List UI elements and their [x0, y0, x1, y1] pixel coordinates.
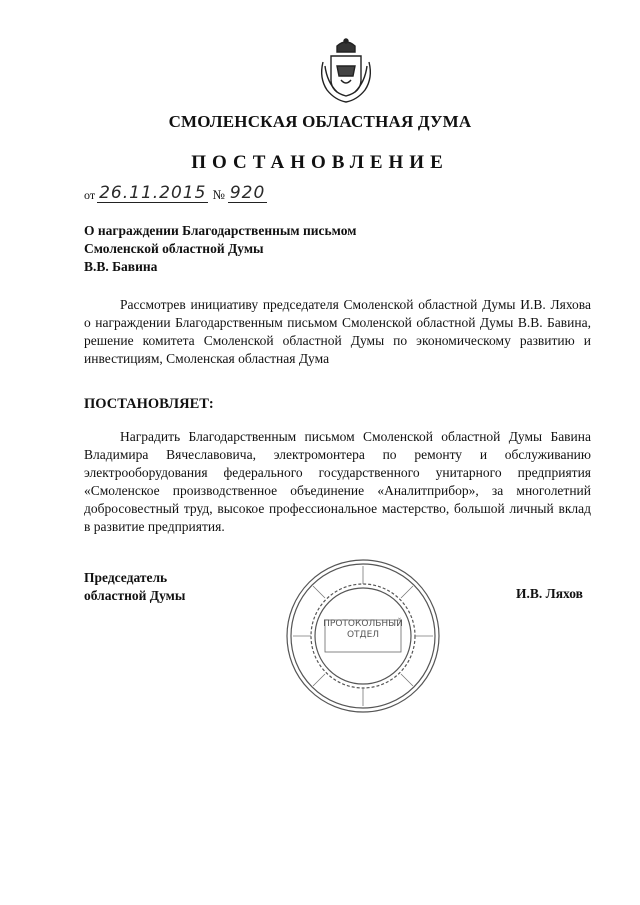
signatory-name: И.В. Ляхов — [516, 586, 583, 601]
decision-paragraph: Наградить Благодарственным письмом Смоленской областной Думы Бавина Владимира Вячеславовича, электромонтера по ремонту и обслуживанию электрооборудования федерального государственного унитарного предприятия «Смоленское производственное объединение «Аналитприбор», за многолетний добросовестный труд, высокое профессиональное мастерство, большой личный вклад в развитие предприятия. — [84, 429, 591, 534]
seal-line: ОТДЕЛ — [346, 630, 380, 640]
document-date: 26.11.2015 — [99, 183, 207, 203]
decree-heading: ПОСТАНОВЛЯЕТ: — [84, 396, 214, 412]
signatory-title — [84, 569, 185, 605]
title-line: Смоленской областной Думы — [84, 241, 264, 256]
date-prefix: от — [84, 188, 96, 202]
seal-inner-text — [283, 619, 443, 641]
signatory-title-line: Председатель — [84, 570, 168, 585]
document-type: ПОСТАНОВЛЕНИЕ — [191, 152, 449, 173]
coat-of-arms-icon — [315, 36, 377, 106]
document-number: 920 — [229, 183, 266, 203]
preamble-paragraph: Рассмотрев инициативу председателя Смоленской областной Думы И.В. Ляхова о награждении Благодарственным письмом Смоленской областной Думы В.В. Бавина, решение комитета Смоленской областной Думы по экономическому развитию и инвестициям, Смоленская областная Дума — [84, 297, 591, 366]
title-line: О награждении Благодарственным письмом — [84, 223, 357, 238]
document-title — [84, 222, 424, 276]
signatory-title-line: областной Думы — [84, 588, 186, 603]
seal-line: ПРОТОКОЛЬНЫЙ — [323, 619, 403, 629]
organization-name: СМОЛЕНСКАЯ ОБЛАСТНАЯ ДУМА — [168, 112, 472, 131]
title-line: В.В. Бавина — [84, 259, 158, 274]
number-sign: № — [212, 187, 225, 202]
date-number-line — [84, 184, 267, 203]
